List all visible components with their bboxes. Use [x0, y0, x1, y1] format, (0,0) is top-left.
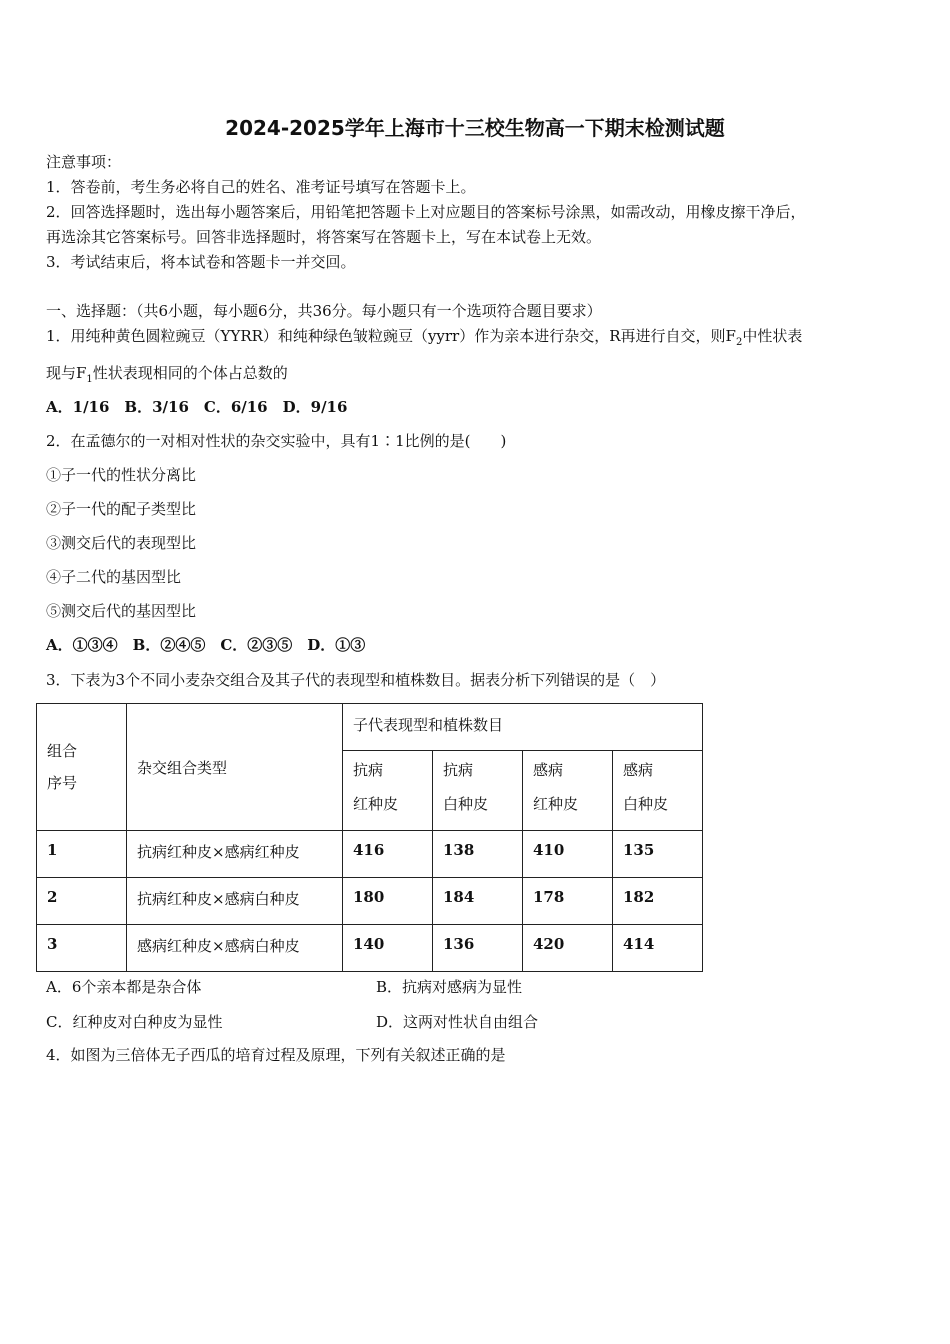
row-value: 138 — [433, 831, 523, 878]
q2-item-2: ②子一代的配子类型比 — [46, 500, 197, 518]
notice-item-2b: 再选涂其它答案标号。回答非选择题时，将答案写在答题卡上，写在本试卷上无效。 — [46, 228, 602, 246]
row-value: 414 — [613, 925, 703, 972]
q2-item-5: ⑤测交后代的基因型比 — [46, 602, 197, 620]
row-value: 135 — [613, 831, 703, 878]
row-value: 180 — [343, 878, 433, 925]
q2-item-3: ③测交后代的表现型比 — [46, 534, 197, 552]
row-value: 178 — [523, 878, 613, 925]
q3-option-a: A．6个亲本都是杂合体 — [46, 978, 202, 996]
q1-text2-end: 性状表现相同的个体占总数的 — [92, 364, 288, 382]
row-value: 420 — [523, 925, 613, 972]
row-value: 410 — [523, 831, 613, 878]
section-heading: 一、选择题：（共6小题，每小题6分，共36分。每小题只有一个选项符合题目要求） — [46, 302, 602, 320]
header-offspring: 子代表现型和植株数目 — [343, 704, 703, 751]
header-type: 杂交组合类型 — [127, 704, 343, 831]
header-col-1 — [343, 751, 433, 831]
q4-stem: 4．如图为三倍体无子西瓜的培育过程及原理，下列有关叙述正确的是 — [46, 1046, 506, 1064]
q1-text2: 现与F — [46, 364, 87, 382]
header-col-3 — [523, 751, 613, 831]
header-col-2-b: 白种皮 — [443, 795, 489, 813]
page-title: 2024-2025学年上海市十三校生物高一下期末检测试题 — [225, 116, 725, 140]
q1-options: A．1/16 B．3/16 C．6/16 D．9/16 — [46, 398, 348, 416]
table-row — [37, 925, 703, 972]
header-col-3-b: 红种皮 — [533, 795, 579, 813]
row-id: 1 — [37, 831, 127, 878]
q1-subscript: 2 — [735, 337, 743, 348]
q2-stem: 2．在孟德尔的一对相对性状的杂交实验中，具有1∶1比例的是( ) — [46, 432, 507, 450]
notice-heading: 注意事项： — [46, 153, 122, 171]
q3-option-b: B．抗病对感病为显性 — [376, 978, 523, 996]
header-col-4-a: 感病 — [623, 761, 654, 779]
q3-option-d: D．这两对性状自由组合 — [376, 1013, 539, 1031]
table-row — [37, 831, 703, 878]
q3-stem: 3．下表为3个不同小麦杂交组合及其子代的表现型和植株数目。据表分析下列错误的是（ ） — [46, 671, 666, 689]
q2-options: A．①③④ B．②④⑤ C．②③⑤ D．①③ — [46, 636, 366, 654]
row-value: 136 — [433, 925, 523, 972]
notice-item-3: 3．考试结束后，将本试卷和答题卡一并交回。 — [46, 253, 356, 271]
notice-item-2a: 2．回答选择题时，选出每小题答案后，用铅笔把答题卡上对应题目的答案标号涂黑，如需改动，用橡皮擦干净后， — [46, 203, 806, 221]
header-group — [37, 704, 127, 831]
header-group-line2: 序号 — [47, 774, 78, 792]
header-col-3-a: 感病 — [533, 761, 564, 779]
table-row — [37, 878, 703, 925]
row-value: 184 — [433, 878, 523, 925]
q2-item-1: ①子一代的性状分离比 — [46, 466, 197, 484]
q1-stem-line1 — [46, 326, 802, 353]
q3-option-c: C．红种皮对白种皮为显性 — [46, 1013, 223, 1031]
row-type: 抗病红种皮×感病红种皮 — [127, 831, 343, 878]
header-col-1-b: 红种皮 — [353, 795, 399, 813]
header-col-2 — [433, 751, 523, 831]
row-type: 感病红种皮×感病白种皮 — [127, 925, 343, 972]
header-col-1-a: 抗病 — [353, 761, 384, 779]
q1-text: 1．用纯种黄色圆粒豌豆（YYRR）和纯种绿色皱粒豌豆（yyrr）作为亲本进行杂交，R再进行自交，则F — [46, 327, 736, 345]
header-col-4 — [613, 751, 703, 831]
row-id: 2 — [37, 878, 127, 925]
q1-text-end: 中性状表 — [742, 327, 803, 345]
q3-data-table — [36, 703, 703, 972]
q2-item-4: ④子二代的基因型比 — [46, 568, 182, 586]
row-type: 抗病红种皮×感病白种皮 — [127, 878, 343, 925]
notice-item-1: 1．答卷前，考生务必将自己的姓名、准考证号填写在答题卡上。 — [46, 178, 476, 196]
header-col-2-a: 抗病 — [443, 761, 474, 779]
row-id: 3 — [37, 925, 127, 972]
header-group-line1: 组合 — [47, 742, 78, 760]
row-value: 416 — [343, 831, 433, 878]
q1-subscript2: 1 — [86, 374, 93, 385]
q1-stem-line2 — [46, 363, 288, 390]
row-value: 182 — [613, 878, 703, 925]
header-col-4-b: 白种皮 — [623, 795, 669, 813]
row-value: 140 — [343, 925, 433, 972]
